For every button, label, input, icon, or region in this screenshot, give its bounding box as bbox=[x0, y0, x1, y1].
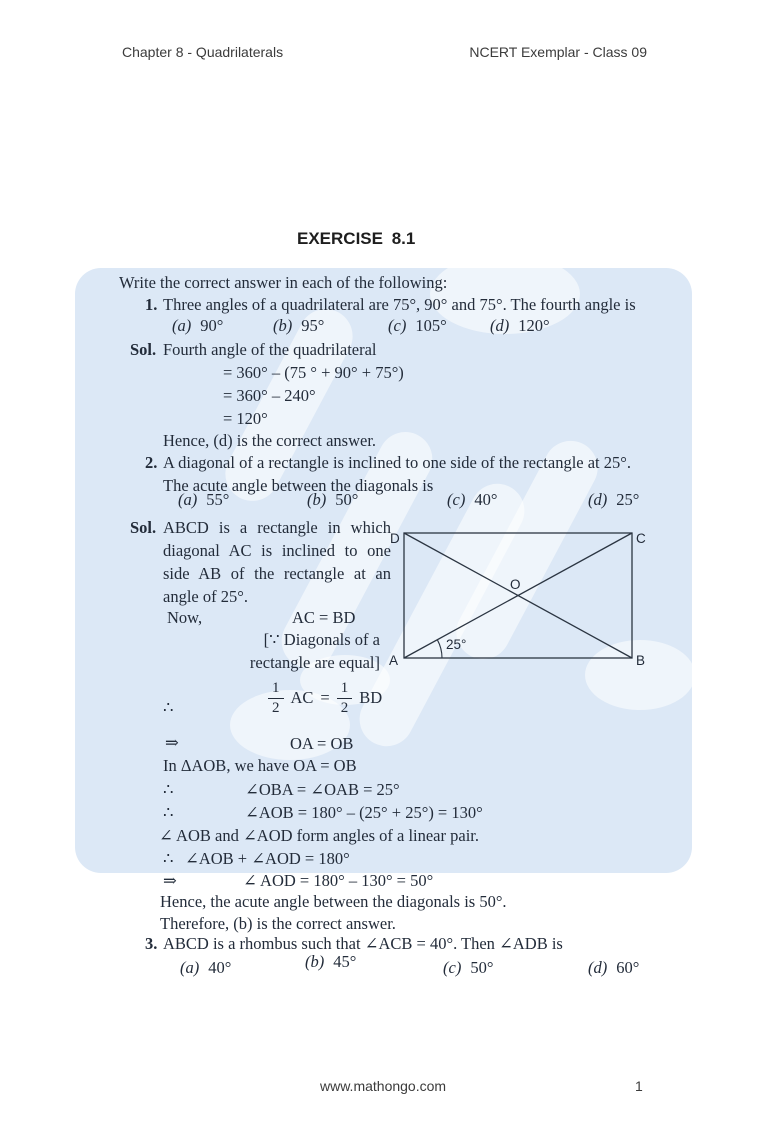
q3-option-d bbox=[588, 958, 639, 978]
option-label: (c) bbox=[388, 316, 407, 335]
option-value: 90° bbox=[200, 316, 224, 335]
option-value: 40° bbox=[208, 958, 232, 977]
q3-option-a bbox=[180, 958, 231, 978]
q3-text: ABCD is a rhombus such that ∠ACB = 40°. Then ∠ADB is bbox=[163, 934, 563, 953]
sol1-conclusion: Hence, (d) is the correct answer. bbox=[163, 431, 377, 450]
eq-aob-130: ∠AOB = 180° – (25° + 25°) = 130° bbox=[245, 803, 483, 822]
sol2-reason-line1: [∵ Diagonals of a bbox=[263, 630, 380, 649]
header-chapter: Chapter 8 - Quadrilaterals bbox=[122, 44, 284, 60]
sol2-now-eq: AC = BD bbox=[292, 608, 356, 627]
vertex-label-d: D bbox=[390, 531, 400, 546]
vertex-label-a: A bbox=[389, 653, 399, 668]
q2-option-d bbox=[588, 490, 639, 510]
therefore-symbol: ∴ bbox=[163, 803, 174, 822]
page-header bbox=[122, 44, 647, 60]
footer-site: www.mathongo.com bbox=[320, 1078, 447, 1094]
q2-option-b bbox=[307, 490, 358, 510]
option-label: (c) bbox=[447, 490, 466, 509]
option-value: 45° bbox=[333, 952, 357, 971]
option-label: (a) bbox=[172, 316, 192, 335]
option-label: (b) bbox=[305, 952, 325, 971]
sol1-step: = 120° bbox=[223, 409, 268, 428]
therefore-symbol: ∴ bbox=[163, 698, 174, 717]
linear-pair-line: ∠ AOB and ∠AOD form angles of a linear pair. bbox=[159, 826, 479, 845]
therefore-symbol: ∴ bbox=[163, 849, 174, 868]
option-value: 120° bbox=[518, 316, 550, 335]
sol2-para-line: angle of 25°. bbox=[163, 587, 248, 606]
q2-text-line2: The acute angle between the diagonals is bbox=[163, 476, 434, 495]
header-book: NCERT Exemplar - Class 09 bbox=[469, 44, 647, 60]
option-label: (c) bbox=[443, 958, 462, 977]
option-value: 50° bbox=[335, 490, 359, 509]
angle-value-label: 25° bbox=[446, 637, 467, 652]
q3-number: 3. bbox=[145, 934, 158, 953]
option-label: (a) bbox=[180, 958, 200, 977]
option-label: (b) bbox=[307, 490, 327, 509]
vertex-label-c: C bbox=[636, 531, 646, 546]
angle-arc bbox=[437, 640, 442, 658]
rectangle-diagram bbox=[386, 518, 648, 668]
equals-sign: = bbox=[320, 688, 330, 708]
q3-option-b bbox=[305, 952, 356, 972]
sol1-step: = 360° – 240° bbox=[223, 386, 316, 405]
equation-term: AC bbox=[290, 688, 314, 708]
q2-number: 2. bbox=[145, 453, 158, 472]
sol2-conclusion: Therefore, (b) is the correct answer. bbox=[160, 914, 396, 933]
q2-option-a bbox=[178, 490, 229, 510]
q1-option-c bbox=[388, 316, 447, 336]
q1-option-b bbox=[273, 316, 324, 336]
option-value: 50° bbox=[470, 958, 494, 977]
option-value: 60° bbox=[616, 958, 640, 977]
q3-option-c bbox=[443, 958, 493, 978]
in-triangle-aob: In ΔAOB, we have OA = OB bbox=[163, 756, 357, 775]
option-label: (a) bbox=[178, 490, 198, 509]
equation-term: BD bbox=[359, 688, 383, 708]
q1-option-d bbox=[490, 316, 550, 336]
q1-number: 1. bbox=[145, 295, 158, 314]
option-value: 25° bbox=[616, 490, 640, 509]
sol2-para-line: diagonal AC is inclined to one bbox=[163, 541, 391, 560]
sol2-hence: Hence, the acute angle between the diagonals is 50°. bbox=[160, 892, 507, 911]
option-label: (b) bbox=[273, 316, 293, 335]
fraction-one-half: $\frac{1}{2}$ bbox=[337, 679, 353, 718]
eq-oba-oab: ∠OBA = ∠OAB = 25° bbox=[245, 780, 400, 799]
option-label: (d) bbox=[588, 490, 608, 509]
q1-text: Three angles of a quadrilateral are 75°, 90° and 75°. The fourth angle is bbox=[163, 295, 636, 314]
eq-aob-aod-180: ∠AOB + ∠AOD = 180° bbox=[185, 849, 350, 868]
sol2-para-line: side AB of the rectangle at an bbox=[163, 564, 391, 583]
sol2-reason-line2: rectangle are equal] bbox=[249, 653, 380, 672]
sol2-now-label: Now, bbox=[167, 608, 203, 627]
sol2-label: Sol. bbox=[130, 518, 157, 537]
q2-option-c bbox=[447, 490, 497, 510]
option-value: 105° bbox=[415, 316, 447, 335]
intro-line: Write the correct answer in each of the following: bbox=[119, 273, 448, 292]
sol1-step: = 360° – (75 ° + 90° + 75°) bbox=[223, 363, 404, 382]
sol1-intro: Fourth angle of the quadrilateral bbox=[163, 340, 377, 359]
equation-half-ac-bd bbox=[268, 679, 382, 718]
implies-symbol: ⇒ bbox=[165, 733, 179, 752]
sol2-para-line: ABCD is a rectangle in which bbox=[163, 518, 391, 537]
eq-oa-ob: OA = OB bbox=[290, 734, 354, 753]
exercise-title: EXERCISE 8.1 bbox=[297, 229, 416, 248]
q2-text-line1: A diagonal of a rectangle is inclined to one side of the rectangle at 25°. bbox=[163, 453, 631, 472]
therefore-symbol: ∴ bbox=[163, 780, 174, 799]
center-label-o: O bbox=[510, 577, 521, 592]
option-value: 55° bbox=[206, 490, 230, 509]
implies-symbol: ⇒ bbox=[163, 871, 177, 890]
option-value: 40° bbox=[474, 490, 498, 509]
option-label: (d) bbox=[490, 316, 510, 335]
option-label: (d) bbox=[588, 958, 608, 977]
vertex-label-b: B bbox=[636, 653, 646, 668]
sol1-label: Sol. bbox=[130, 340, 157, 359]
q1-option-a bbox=[172, 316, 223, 336]
option-value: 95° bbox=[301, 316, 325, 335]
footer-page-number: 1 bbox=[635, 1078, 643, 1094]
eq-aod-50: ∠ AOD = 180° – 130° = 50° bbox=[243, 871, 434, 890]
fraction-one-half: $\frac{1}{2}$ bbox=[268, 679, 284, 718]
